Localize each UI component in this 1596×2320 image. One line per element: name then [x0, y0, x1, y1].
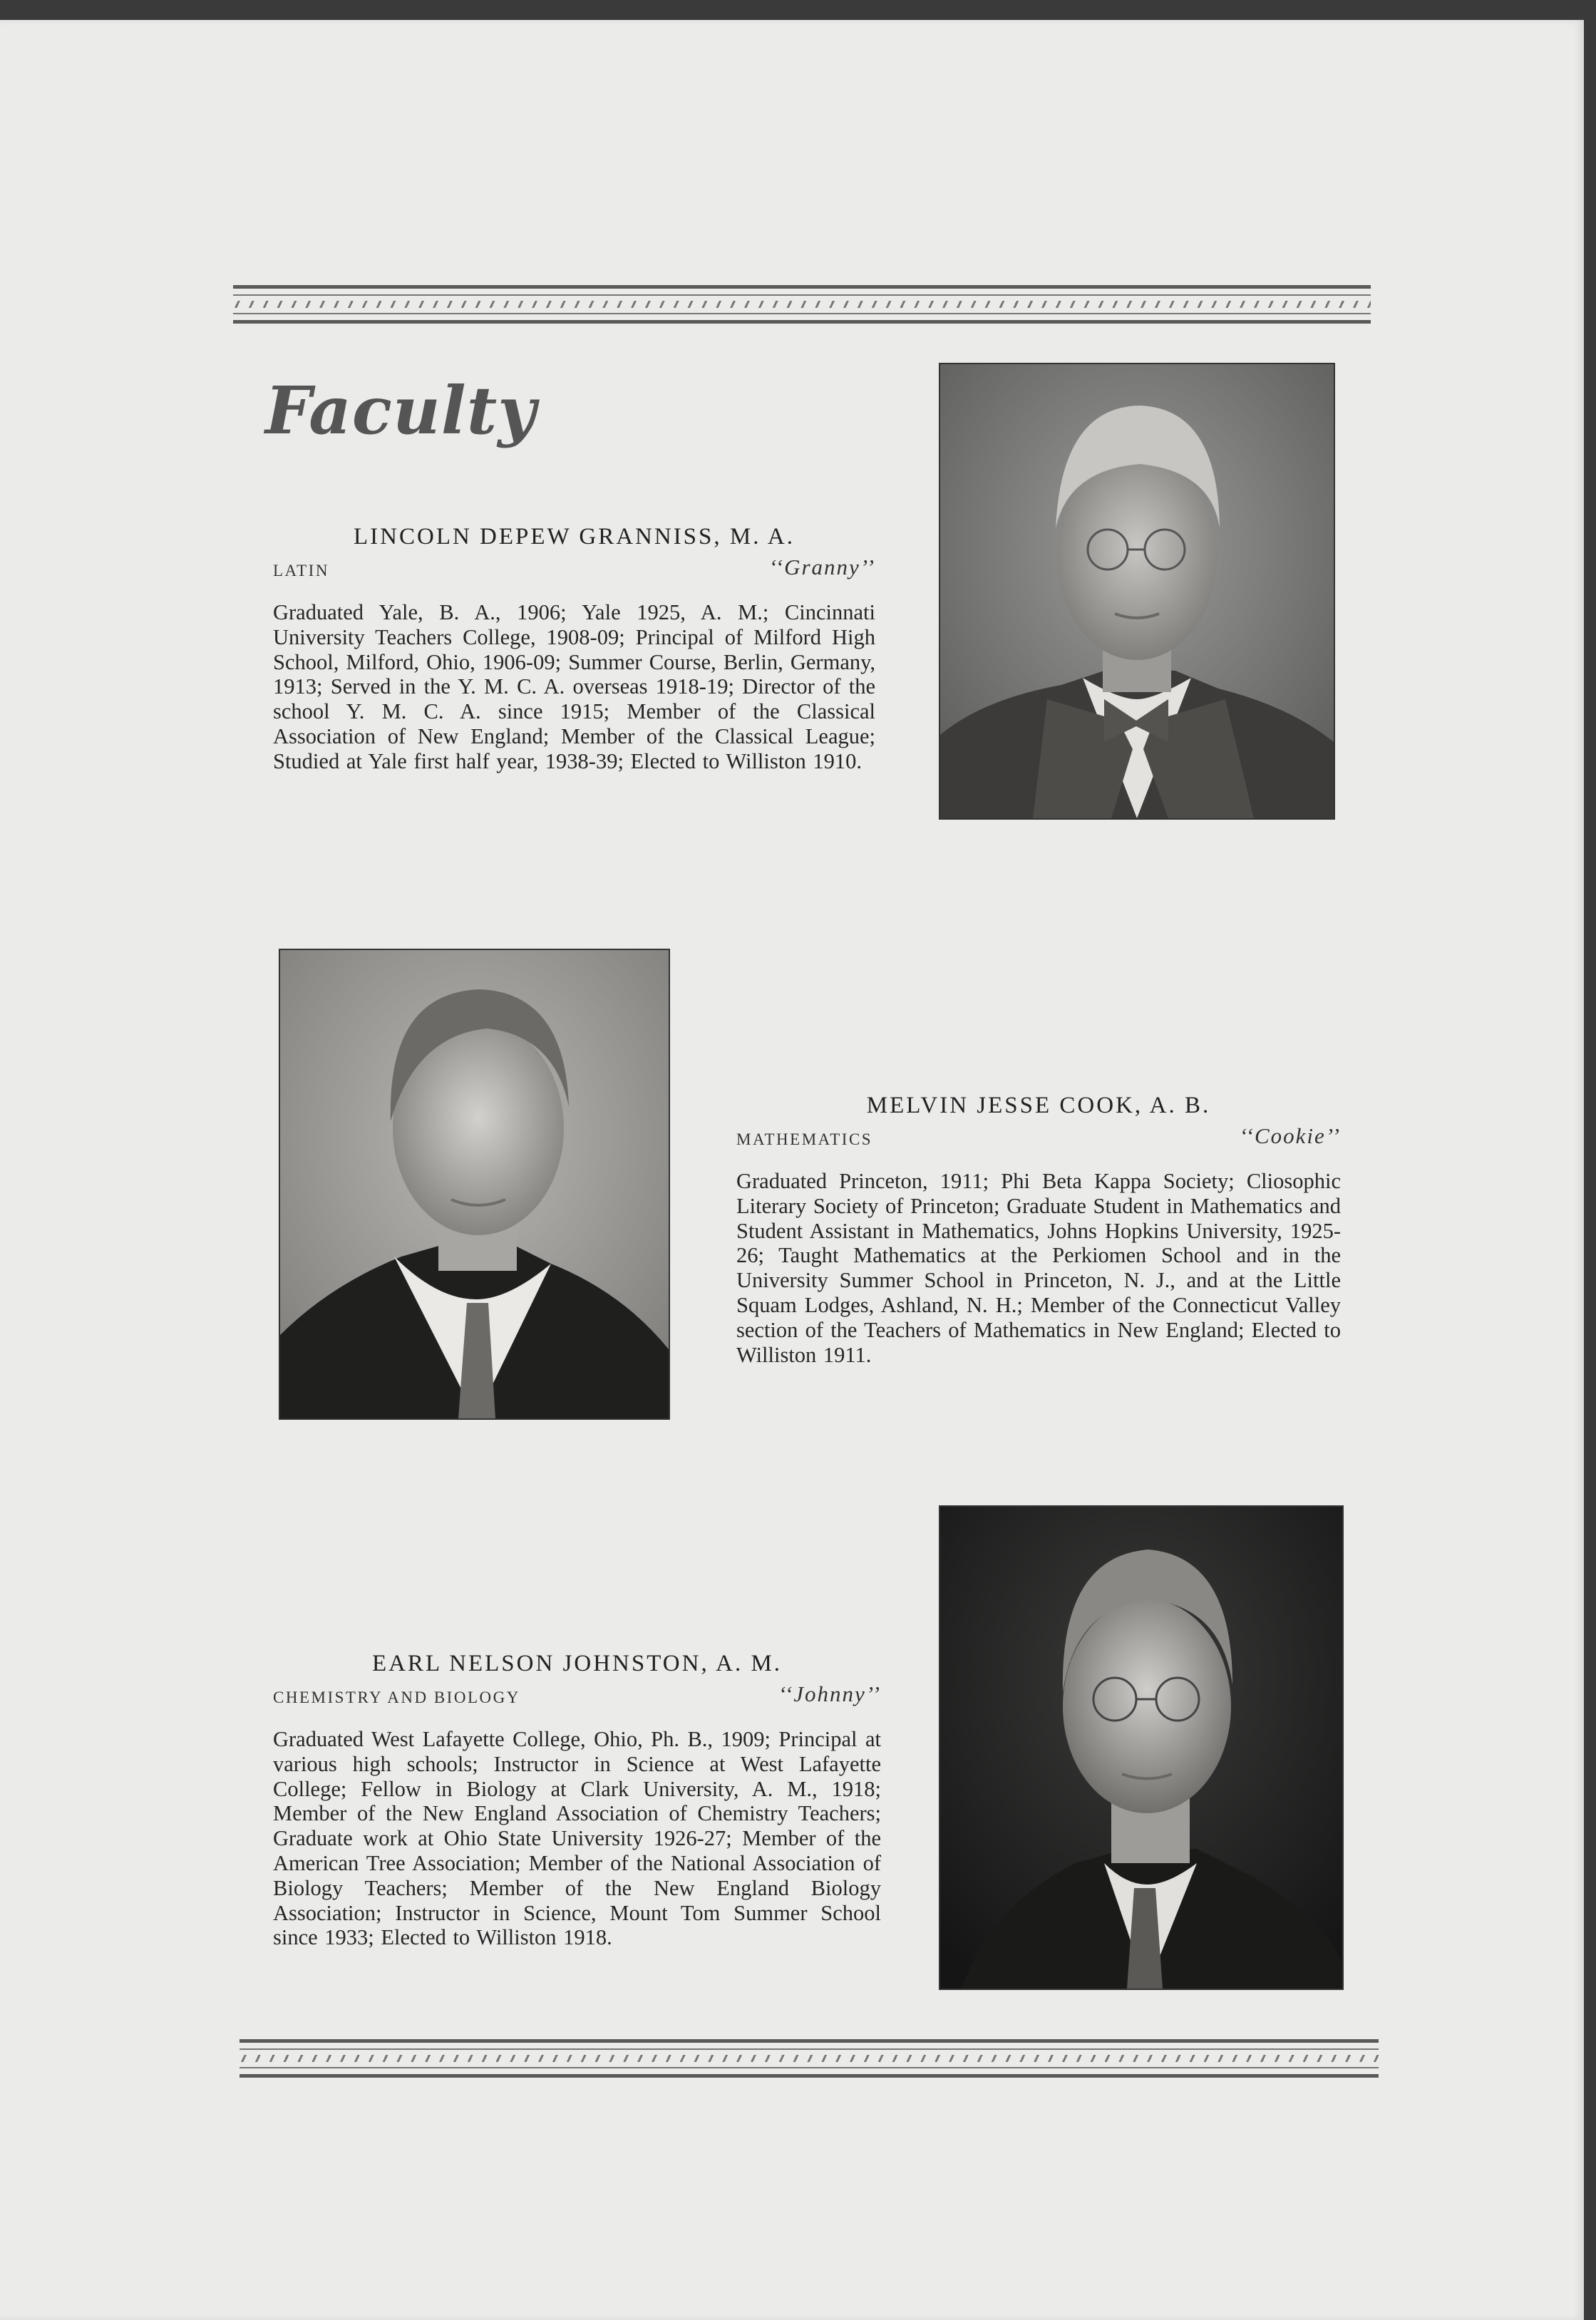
faculty-name: LINCOLN DEPEW GRANNISS, M. A.: [354, 524, 795, 550]
faculty-biography: Graduated West Lafayette College, Ohio, Ph. B., 1909; Principal at various high schools; Instructor in Science at West Lafayette College; Fellow in Biology at Clark University, A. M., 1918; Member of the New England Association of Chemistry Teachers; Graduate work at Ohio State University 1926-27; Member of the American Tree Association; Member of the National Association of Biology Teachers; Member of the New England Biology Association; Instructor in Science, Mount Tom Summer School since 1933; Elected to Williston 1918.: [273, 1727, 881, 1950]
faculty-entry-granniss: [273, 524, 875, 774]
faculty-department: MATHEMATICS: [736, 1130, 873, 1148]
portrait-photo-granniss: [939, 363, 1335, 820]
bottom-decorative-rule: [240, 2039, 1379, 2078]
portrait-photo-cook: [279, 949, 670, 1420]
faculty-department: CHEMISTRY AND BIOLOGY: [273, 1689, 520, 1706]
faculty-entry-cook: [736, 1093, 1341, 1367]
faculty-name: MELVIN JESSE COOK, A. B.: [866, 1093, 1211, 1118]
faculty-biography: Graduated Yale, B. A., 1906; Yale 1925, A. M.; Cincinnati University Teachers College, 1908-09; Principal of Milford High School, Milford, Ohio, 1906-09; Summer Course, Berlin, Germany, 1913; Served in the Y. M. C. A. overseas 1918-19; Director of the school Y. M. C. A. since 1915; Member of the Classical Association of New England; Member of the Classical League; Studied at Yale first half year, 1938-39; Elected to Williston 1910.: [273, 600, 875, 773]
faculty-entry-johnston: [273, 1651, 881, 1950]
top-decorative-rule: [233, 285, 1371, 324]
yearbook-page: [0, 20, 1584, 2320]
faculty-biography: Graduated Princeton, 1911; Phi Beta Kappa Society; Cliosophic Literary Society of Princeton; Graduate Student in Mathematics and Student Assistant in Mathematics, Johns Hopkins University, 1925-26; Taught Mathematics at the Perkiomen School and in the University Summer School in Princeton, N. J., and at the Little Squam Lodges, Ashland, N. H.; Member of the Connecticut Valley section of the Teachers of Mathematics in New England; Elected to Williston 1911.: [736, 1169, 1341, 1367]
faculty-nickname: ‘‘Granny’’: [768, 555, 875, 579]
portrait-photo-johnston: [939, 1505, 1344, 1990]
page-heading: Faculty: [265, 372, 537, 449]
faculty-nickname: ‘‘Cookie’’: [1239, 1123, 1341, 1148]
faculty-name: EARL NELSON JOHNSTON, A. M.: [371, 1651, 783, 1676]
faculty-nickname: ‘‘Johnny’’: [778, 1681, 881, 1706]
faculty-department: LATIN: [273, 562, 329, 579]
